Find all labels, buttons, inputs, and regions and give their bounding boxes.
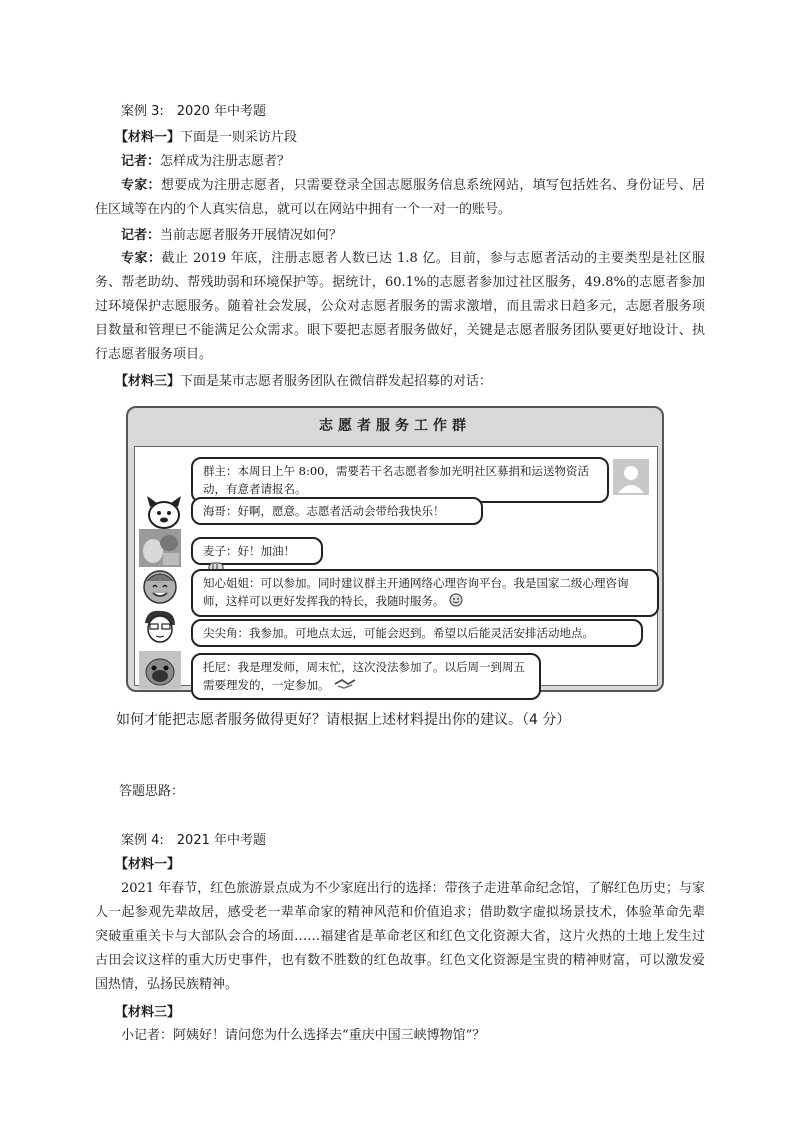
avatar-tuoni — [139, 651, 181, 689]
chat-message-haige: 海哥：好啊，愿意。志愿者活动会带给我快乐！ — [191, 497, 483, 525]
a2-text: 截止 2019 年底，注册志愿者人数已达 1.8 亿。目前，参与志愿者活动的主要类型是社区服务、帮老助幼、帮残助弱和环境保护等。据统计，60.1%的志愿者参加过社区服务，49.8%的志愿者参加过环境保护志愿服务。随着社会发展，公众对志愿者服务的需求激增，而且需求日趋多元，志愿者服务项目数量和管理已不能满足公众需求。眼下要把志愿者服务做好，关键是志愿者服务团队要更好地设计、执行志愿者服务项目。 — [95, 251, 705, 362]
avatar-jianjianjiao — [139, 607, 181, 645]
q1-text: 怎样成为注册志愿者？ — [160, 154, 291, 169]
chat-message-owner: 群主：本周日上午 8:00，需要若干名志愿者参加光明社区募捐和运送物资活动，有意者请报名。 — [191, 457, 609, 503]
chat-message-tuoni — [191, 653, 541, 700]
avatar-haige — [143, 493, 185, 531]
speaker-expert: 专家： — [121, 251, 162, 266]
interview-a2 — [95, 247, 705, 367]
material-intro: 下面是一则采访片段 — [180, 130, 298, 145]
case3-question: 如何才能把志愿者服务做得更好？请根据上述材料提出你的建议。（4 分） — [116, 712, 571, 728]
material-intro: 下面是某市志愿者服务团队在微信群发起招募的对话： — [180, 374, 493, 389]
avatar-maizi — [139, 529, 181, 567]
zhixinjiejie-text: 知心姐姐：可以参加。同时建议群主开通网络心理咨询平台。我是国家二级心理咨询师，这样可以更好发挥我的特长，我随时服务。 — [203, 576, 629, 608]
case4-material3-text: 小记者：阿姨好！请问您为什么选择去“重庆中国三峡博物馆”？ — [121, 1028, 486, 1043]
photo-avatar-icon — [139, 529, 181, 567]
smiley-face-icon — [139, 567, 181, 605]
case4-material3-label: 【材料三】 — [115, 1005, 181, 1020]
maizi-text: 麦子：好！加油！ — [203, 544, 295, 558]
tuoni-text: 托尼：我是理发师，周末忙，这次没法参加了。以后周一到周五需要理发的，一定参加。 — [203, 660, 525, 692]
cartoon-man-icon — [139, 607, 181, 645]
smile-emoji-icon — [449, 593, 463, 612]
default-user-icon — [613, 459, 649, 495]
chat-title: 志愿者服务工作群 — [319, 418, 471, 434]
interview-q1 — [121, 152, 290, 172]
case3-material3-line — [115, 372, 492, 392]
interview-a1 — [95, 174, 705, 222]
handshake-emoji-icon — [334, 677, 356, 695]
case3-heading: 案例 3: 2020 年中考题 — [121, 104, 266, 119]
pug-dog-icon — [139, 651, 181, 689]
chat-message-jianjianjiao: 尖尖角：我参加。可地点太远，可能会迟到。希望以后能灵活安排活动地点。 — [191, 619, 643, 647]
avatar-owner — [613, 459, 649, 495]
case4-material1-text: 2021 年春节，红色旅游景点成为不少家庭出行的选择：带孩子走进革命纪念馆，了解红色历史；与家人一起参观先辈故居，感受老一辈革命家的精神风范和价值追求；借助数字虚拟场景技术，体验革命先辈突破重重关卡与大部队会合的场面……福建省是革命老区和红色文化资源大省，这片火热的土地上发生过古田会议这样的重大历史事件，也有数不胜数的红色故事。红色文化资源是宝贵的精神财富，可以激发爱国热情，弘扬民族精神。 — [95, 881, 705, 992]
speaker-reporter: 记者： — [121, 154, 161, 169]
q2-text: 当前志愿者服务开展情况如何？ — [160, 228, 343, 243]
case3-material1-line — [115, 128, 297, 148]
chat-body — [134, 446, 658, 692]
a1-text: 想要成为注册志愿者，只需要登录全国志愿服务信息系统网站，填写包括姓名、身份证号、居住区域等在内的个人真实信息，就可以在网站中拥有一个一对一的账号。 — [95, 178, 705, 217]
case4-heading: 案例 4: 2021 年中考题 — [121, 833, 266, 848]
material-label: 【材料三】 — [115, 374, 181, 389]
answer-label: 答题思路： — [119, 784, 185, 799]
cartoon-dog-icon — [143, 493, 185, 531]
chat-message-maizi — [191, 537, 323, 565]
material-label: 【材料一】 — [115, 130, 181, 145]
speaker-reporter: 记者： — [121, 228, 161, 243]
speaker-expert: 专家： — [121, 178, 161, 193]
wechat-group-panel — [126, 406, 664, 692]
avatar-zhixinjiejie — [139, 567, 181, 605]
interview-q2 — [121, 226, 342, 246]
case4-material1-label: 【材料一】 — [115, 857, 181, 872]
chat-message-zhixinjiejie — [191, 569, 659, 617]
